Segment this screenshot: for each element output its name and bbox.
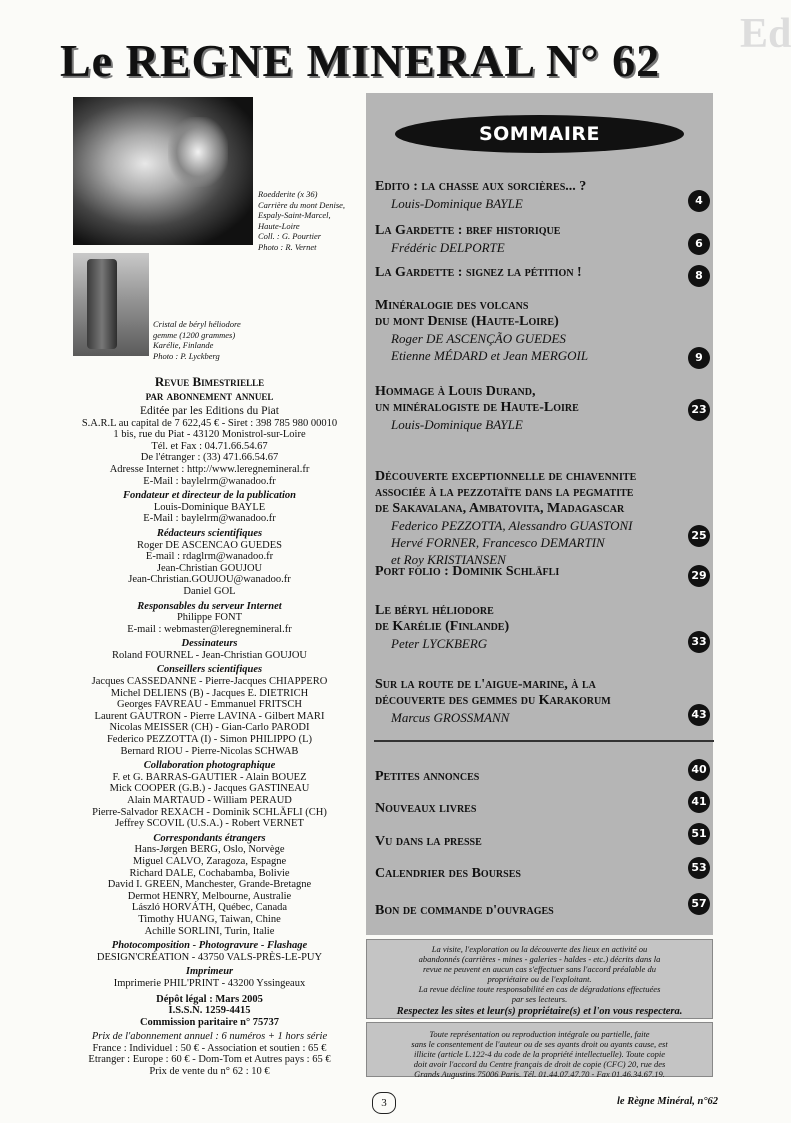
imprint-line: De l'étranger : (33) 471.66.54.67 [140, 452, 279, 464]
credit-heading: Conseillers scientifiques [156, 664, 263, 676]
notice-line: revue ne peuvent en aucun cas s'effectuer sans l'accord préalable du [423, 964, 656, 974]
credit-heading: Correspondants étrangers [153, 832, 266, 844]
imprint-editor: Editée par les Editions du Piat [140, 405, 279, 417]
page-badge: 4 [688, 190, 710, 212]
page-badge: 8 [688, 265, 710, 287]
entry-author: Roger DE ASCENÇÃO GUEDES [391, 331, 566, 346]
credit-line: Nicolas MEISSER (CH) - Gian-Carlo PARODI [109, 722, 310, 734]
contents-entry [375, 298, 675, 364]
notice-line: La visite, l'exploration ou la découverte des lieux en activité ou [431, 944, 648, 954]
entry-author: et Roy KRISTIANSEN [391, 552, 506, 567]
entry-author: Frédéric DELPORTE [391, 240, 505, 255]
contents-entry [375, 469, 675, 568]
credit-heading: Rédacteurs scientifiques [156, 527, 263, 539]
entry-title: Port folio : Dominik Schläfli [375, 564, 560, 579]
page-badge: 6 [688, 233, 710, 255]
credit-line: Jean-Christian.GOUJOU@wanadoo.fr [128, 574, 291, 586]
entry-author: Hervé FORNER, Francesco DEMARTIN [391, 535, 605, 550]
credit-line: E-mail : webmaster@leregnemineral.fr [127, 623, 292, 635]
entry-title: Sur la route de l'aigue-marine, à la [375, 677, 596, 692]
page-badge: 40 [688, 759, 710, 781]
imprint-column [62, 375, 357, 1078]
masthead-title: Le REGNE MINERAL N° 62 [60, 35, 661, 86]
imprint-subtitle: par abonnement annuel [145, 388, 274, 403]
credit-line: Daniel GOL [183, 585, 236, 597]
notice-line: propriétaire ou de l'exploitant. [487, 974, 592, 984]
credit-line: Mick COOPER (G.B.) - Jacques GASTINEAU [109, 783, 310, 795]
credit-line: Jacques CASSEDANNE - Pierre-Jacques CHIAPPERO [91, 676, 328, 688]
imprint-credits [62, 490, 357, 989]
notice-line: sans le consentement de l'auteur ou de ses ayants droit ou ayants cause, est [411, 1039, 668, 1049]
imprint-title: Revue Bimestrielle [154, 374, 265, 389]
entry-title: du mont Denise (Haute-Loire) [375, 314, 559, 329]
entry-author: Louis-Dominique BAYLE [391, 417, 523, 432]
page-badge: 51 [688, 823, 710, 845]
entry-author: Marcus GROSSMANN [391, 710, 510, 725]
credit-line: Laurent GAUTRON - Pierre LAVINA - Gilbert MARI [94, 710, 325, 722]
credit-line: Jeffrey SCOVIL (U.S.A.) - Robert VERNET [115, 818, 304, 830]
credit-line: E-Mail : baylelrm@wanadoo.fr [143, 513, 276, 525]
credit-line: Philippe FONT [176, 612, 243, 624]
entry-author: Louis-Dominique BAYLE [391, 196, 523, 211]
entry-title: La Gardette : signez la pétition ! [375, 265, 582, 280]
page-badge: 41 [688, 791, 710, 813]
page-number: 3 [372, 1092, 396, 1114]
mineral-photo-roedderite [73, 97, 253, 245]
imprint-line: S.A.R.L au capital de 7 622,45 € - Siret : 398 785 980 00010 [81, 417, 338, 429]
notice-line: doit avoir l'accord du Centre français de droit de copie (CFC) 20, rue des [413, 1059, 666, 1069]
credit-line: Alain MARTAUD - William PERAUD [127, 795, 292, 806]
entry-title: Hommage à Louis Durand, [375, 384, 536, 399]
credit-line: Roland FOURNEL - Jean-Christian GOUJOU [111, 649, 307, 661]
credit-line: Hans-Jørgen BERG, Oslo, Norvège [134, 844, 285, 856]
credit-line: E-mail : rdaglrm@wanadoo.fr [145, 551, 274, 563]
contents-entry [375, 603, 675, 652]
page-badge: 9 [688, 347, 710, 369]
imprint-line: 1 bis, rue du Piat - 43120 Monistrol-sur-Loire [113, 429, 306, 441]
imprint-address [62, 418, 357, 488]
notice-line: La revue décline toute responsabilité en cas de dégradations effectuées [418, 984, 661, 994]
price-line: Etranger : Europe : 60 € - Dom-Tom et Autres pays : 65 € [88, 1054, 331, 1066]
credit-line: László HORVÁTH, Québec, Canada [131, 902, 288, 914]
caption-line: Haute-Loire [258, 220, 300, 231]
credit-line: Roger DE ASCENCAO GUEDES [137, 539, 282, 551]
photo-caption-1 [258, 189, 345, 252]
page-badge: 33 [688, 631, 710, 653]
ghost-heading: Ed [740, 11, 791, 57]
credit-line: Michel DELIENS (B) - Jacques E. DIETRICH [110, 687, 309, 699]
contents-entry [375, 677, 675, 726]
credit-line: Achille SORLINI, Turin, Italie [144, 925, 275, 937]
credit-line: Georges FAVREAU - Emmanuel FRITSCH [117, 699, 302, 711]
entry-title: découverte des gemmes du Karakorum [375, 693, 611, 708]
caption-line: Cristal de béryl héliodore [153, 319, 241, 329]
entry-author: Peter LYCKBERG [391, 636, 488, 651]
credit-line: Jean-Christian GOUJOU [156, 562, 263, 574]
caption-line: Photo : P. Lyckberg [153, 350, 220, 361]
entry-title: Minéralogie des volcans [375, 298, 529, 313]
imprint-line: E-Mail : baylelrm@wanadoo.fr [143, 475, 276, 487]
contents-entry [375, 223, 675, 256]
notice-line: abandonnés (carrières - mines - galeries - haldes - etc.) décrits dans la [418, 954, 661, 964]
contents-entry [375, 564, 675, 580]
contents-divider [374, 740, 714, 742]
caption-line: Photo : R. Vernet [258, 241, 317, 252]
entry-title: Découverte exceptionnelle de chiavennite [375, 469, 637, 484]
legal-line: Dépôt légal : Mars 2005 [156, 993, 263, 1005]
extra-entry: Petites annonces [375, 769, 480, 784]
extra-entry: Vu dans la presse [375, 834, 482, 849]
credit-heading: Photocomposition - Photogravure - Flashage [111, 940, 308, 952]
footer-title: le Règne Minéral, n°62 [617, 1096, 719, 1107]
credit-line: Imprimerie PHIL'PRINT - 43200 Yssingeaux [113, 977, 306, 989]
credit-line: Timothy HUANG, Taiwan, Chine [138, 913, 281, 925]
entry-title: de Karélie (Finlande) [375, 619, 510, 634]
contents-entry [375, 179, 675, 212]
legal-line: Commission paritaire n° 75737 [139, 1016, 280, 1028]
page-badge: 25 [688, 525, 710, 547]
entry-title: La Gardette : bref historique [375, 223, 561, 238]
copyright-notice [366, 1022, 713, 1077]
credit-heading: Dessinateurs [181, 638, 238, 650]
contents-entry [375, 265, 675, 281]
credit-line: DESIGN'CRÉATION - 43750 VALS-PRÈS-LE-PUY [96, 951, 323, 963]
page-badge: 23 [688, 399, 710, 421]
credit-line: David I. GREEN, Manchester, Grande-Bretagne [107, 879, 312, 891]
sommaire-heading: SOMMAIRE [395, 115, 684, 153]
price-list [62, 1043, 357, 1078]
entry-title: associée à la pezzotaïte dans la pegmatite [375, 485, 634, 500]
credit-line: Louis-Dominique BAYLE [153, 501, 266, 513]
credit-heading: Collaboration photographique [143, 760, 276, 772]
legal-line: I.S.S.N. 1259-4415 [168, 1005, 251, 1017]
imprint-line: Adresse Internet : http://www.leregnemineral.fr [109, 463, 310, 475]
caption-line: Roedderite (x 36) [258, 189, 318, 199]
credit-line: Miguel CALVO, Zaragoza, Espagne [132, 855, 287, 867]
site-access-notice [366, 939, 713, 1019]
entry-title: Le béryl héliodore [375, 603, 494, 618]
page-badge: 29 [688, 565, 710, 587]
imprint-line: Tél. et Fax : 04.71.66.54.67 [151, 440, 268, 452]
credit-line: Federico PEZZOTTA (I) - Simon PHILIPPO (L) [106, 734, 313, 746]
extra-entry: Nouveaux livres [375, 801, 477, 816]
respect-sites-notice: Respectez les sites et leur(s) propriétaire(s) et l'on vous respectera. [396, 1006, 683, 1017]
entry-title: Edito : la chasse aux sorcières... ? [375, 179, 587, 194]
caption-line: gemme (1200 grammes) [153, 329, 236, 340]
page-badge: 43 [688, 704, 710, 726]
notice-line: illicite (article L.122-4 du code de la propriété intellectuelle). Toute copie [413, 1049, 665, 1059]
extra-entry: Bon de commande d'ouvrages [375, 903, 554, 918]
caption-line: Coll. : G. Pourtier [258, 231, 322, 241]
contents-panel [366, 93, 713, 935]
credit-heading: Fondateur et directeur de la publication [123, 490, 296, 502]
credit-line: Bernard RIOU - Pierre-Nicolas SCHWAB [120, 745, 299, 757]
caption-line: Karélie, Finlande [153, 340, 214, 350]
caption-line: Carrière du mont Denise, [258, 199, 346, 210]
entry-title: de Sakavalana, Ambatovita, Madagascar [375, 501, 625, 516]
credit-heading: Imprimeur [185, 966, 234, 978]
credit-heading: Responsables du serveur Internet [137, 600, 282, 612]
price-line: Prix de vente du n° 62 : 10 € [149, 1066, 270, 1078]
credit-line: Richard DALE, Cochabamba, Bolivie [129, 867, 290, 879]
credit-line: Pierre-Salvador REXACH - Dominik SCHLÄFLI (CH) [92, 806, 327, 818]
extra-entry: Calendrier des Bourses [375, 866, 521, 881]
notice-line: Toute représentation ou reproduction intégrale ou partielle, faite [429, 1029, 650, 1039]
page-badge: 53 [688, 857, 710, 879]
credit-line: Dermot HENRY, Melbourne, Australie [127, 890, 292, 902]
contents-entry [375, 384, 675, 433]
notice-line: par ses lecteurs. [511, 994, 568, 1004]
caption-line: Espaly-Saint-Marcel, [258, 210, 331, 220]
legal-deposit [62, 994, 357, 1029]
mineral-photo-beryl [73, 253, 149, 356]
entry-author: Federico PEZZOTTA, Alessandro GUASTONI [391, 518, 633, 533]
notice-line: Grands Augustins 75006 Paris. Tél. 01.44.07.47.70 - Fax 01.46.34.67.19. [414, 1069, 665, 1079]
price-line: France : Individuel : 50 € - Association et soutien : 65 € [92, 1042, 327, 1054]
credit-line: F. et G. BARRAS-GAUTIER - Alain BOUEZ [112, 771, 307, 783]
entry-title: un minéralogiste de Haute-Loire [375, 400, 579, 415]
entry-author: Etienne MÉDARD et Jean MERGOIL [391, 348, 589, 363]
price-heading: Prix de l'abonnement annuel : 6 numéros + 1 hors série [91, 1031, 328, 1043]
page-badge: 57 [688, 893, 710, 915]
photo-caption-2 [153, 319, 241, 361]
